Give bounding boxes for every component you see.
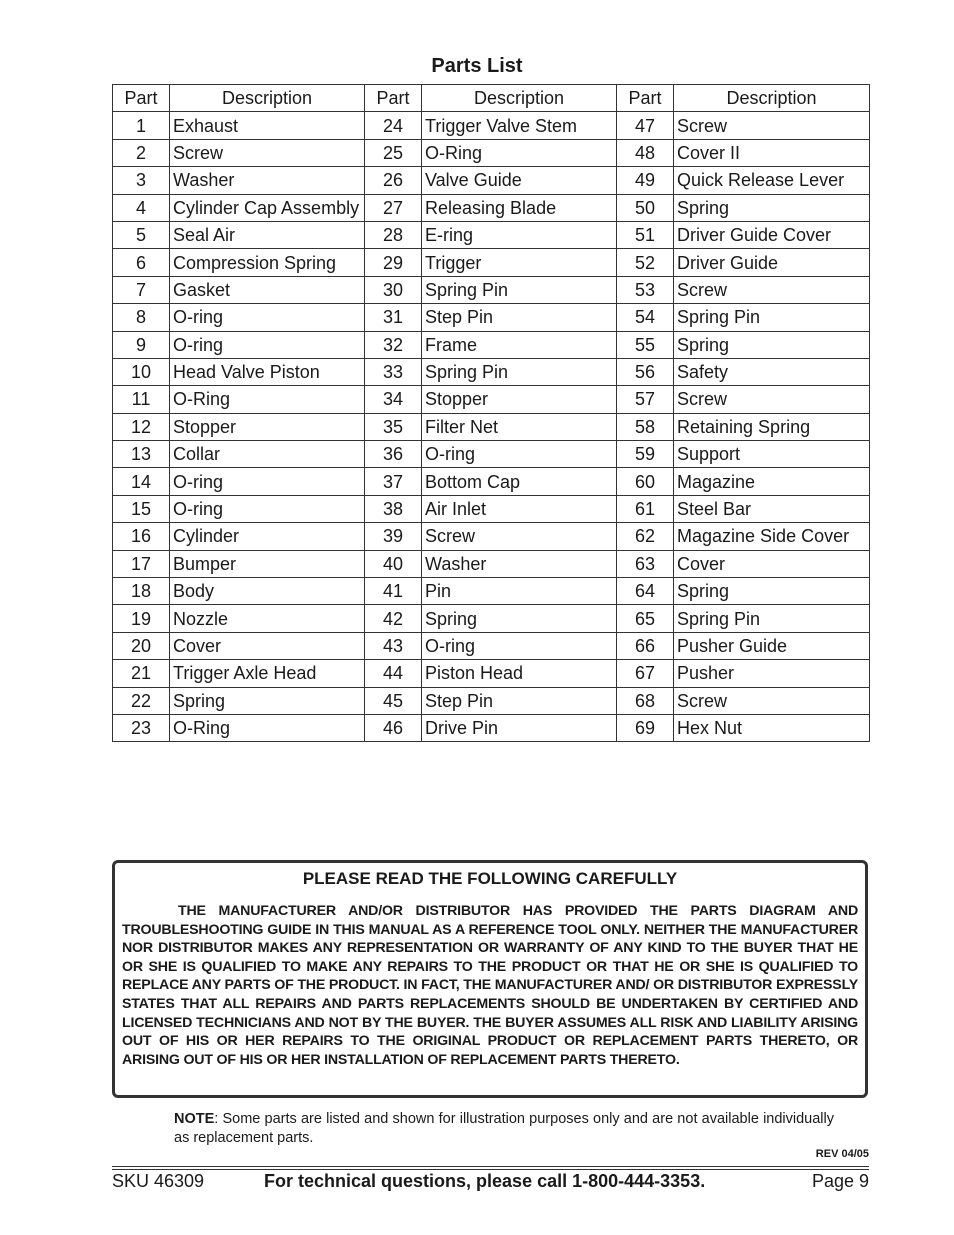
part-description-cell: Releasing Blade bbox=[422, 194, 617, 221]
part-number-cell: 62 bbox=[617, 523, 674, 550]
part-description-cell: Stopper bbox=[170, 413, 365, 440]
part-description-cell: Spring bbox=[674, 194, 870, 221]
part-description-cell: Nozzle bbox=[170, 605, 365, 632]
part-number-cell: 15 bbox=[113, 495, 170, 522]
part-description-cell: Stopper bbox=[422, 386, 617, 413]
part-number-cell: 16 bbox=[113, 523, 170, 550]
revision-label: REV 04/05 bbox=[815, 1148, 869, 1160]
part-description-cell: Washer bbox=[422, 550, 617, 577]
table-header-row bbox=[113, 85, 870, 112]
parts-table-body bbox=[113, 112, 870, 742]
part-description-cell: Cover bbox=[170, 632, 365, 659]
note-paragraph bbox=[174, 1110, 834, 1148]
part-description-cell: O-ring bbox=[170, 331, 365, 358]
disclaimer-text: THE MANUFACTURER AND/OR DISTRIBUTOR HAS PROVIDED THE PARTS DIAGRAM AND TROUBLESHOOTING GUIDE IN THIS MANUAL AS A REFERENCE TOOL ONLY. NEITHER THE MANUFACTURER NOR DISTRIBUTOR MAKES ANY REPRESENTATION OR WARRANTY OF ANY KIND TO THE BUYER THAT HE OR SHE IS QUALIFIED TO MAKE ANY REPAIRS TO THE PRODUCT OR THAT HE OR SHE IS QUALIFIED TO REPLACE ANY PARTS OF THE PRODUCT. IN FACT, THE MANUFACTURER AND/ OR DISTRIBUTOR EXPRESSLY STATES THAT ALL REPAIRS AND PARTS REPLACEMENTS SHOULD BE UNDERTAKEN BY CERTIFIED AND LICENSED TECHNICIANS AND NOT BY THE BUYER. THE BUYER ASSUMES ALL RISK AND LIABILITY ARISING OUT OF HIS OR HER REPAIRS TO THE ORIGINAL PRODUCT OR REPLACEMENT PARTS THERETO, OR ARISING OUT OF HIS OR HER INSTALLATION OF REPLACEMENT PARTS THERETO. bbox=[122, 903, 858, 1068]
part-number-cell: 43 bbox=[365, 632, 422, 659]
part-number-cell: 45 bbox=[365, 687, 422, 714]
part-number-cell: 52 bbox=[617, 249, 674, 276]
part-description-cell: Filter Net bbox=[422, 413, 617, 440]
part-number-cell: 34 bbox=[365, 386, 422, 413]
part-number-cell: 51 bbox=[617, 221, 674, 248]
part-number-cell: 10 bbox=[113, 358, 170, 385]
column-header-description: Description bbox=[170, 85, 365, 112]
table-row bbox=[113, 578, 870, 605]
part-description-cell: Pusher Guide bbox=[674, 632, 870, 659]
part-number-cell: 25 bbox=[365, 139, 422, 166]
part-description-cell: Steel Bar bbox=[674, 495, 870, 522]
part-number-cell: 69 bbox=[617, 714, 674, 741]
part-number-cell: 66 bbox=[617, 632, 674, 659]
part-number-cell: 11 bbox=[113, 386, 170, 413]
part-number-cell: 36 bbox=[365, 441, 422, 468]
part-number-cell: 35 bbox=[365, 413, 422, 440]
part-number-cell: 13 bbox=[113, 441, 170, 468]
part-number-cell: 8 bbox=[113, 304, 170, 331]
column-header-description: Description bbox=[422, 85, 617, 112]
table-row bbox=[113, 413, 870, 440]
part-description-cell: Spring Pin bbox=[674, 304, 870, 331]
part-description-cell: O-ring bbox=[170, 304, 365, 331]
part-description-cell: Magazine bbox=[674, 468, 870, 495]
part-number-cell: 14 bbox=[113, 468, 170, 495]
footer-divider bbox=[112, 1166, 869, 1167]
table-row bbox=[113, 468, 870, 495]
part-number-cell: 2 bbox=[113, 139, 170, 166]
part-number-cell: 63 bbox=[617, 550, 674, 577]
table-row bbox=[113, 550, 870, 577]
part-description-cell: O-ring bbox=[170, 495, 365, 522]
part-number-cell: 18 bbox=[113, 578, 170, 605]
part-number-cell: 29 bbox=[365, 249, 422, 276]
part-number-cell: 64 bbox=[617, 578, 674, 605]
part-number-cell: 61 bbox=[617, 495, 674, 522]
part-description-cell: Piston Head bbox=[422, 660, 617, 687]
part-description-cell: Screw bbox=[674, 276, 870, 303]
part-number-cell: 37 bbox=[365, 468, 422, 495]
part-description-cell: E-ring bbox=[422, 221, 617, 248]
table-row bbox=[113, 276, 870, 303]
part-number-cell: 38 bbox=[365, 495, 422, 522]
column-header-part: Part bbox=[617, 85, 674, 112]
part-description-cell: Body bbox=[170, 578, 365, 605]
part-description-cell: Trigger Valve Stem bbox=[422, 112, 617, 139]
part-number-cell: 33 bbox=[365, 358, 422, 385]
part-description-cell: Support bbox=[674, 441, 870, 468]
table-row bbox=[113, 687, 870, 714]
part-description-cell: Magazine Side Cover bbox=[674, 523, 870, 550]
part-number-cell: 40 bbox=[365, 550, 422, 577]
table-row bbox=[113, 495, 870, 522]
part-description-cell: Cylinder bbox=[170, 523, 365, 550]
part-description-cell: Washer bbox=[170, 167, 365, 194]
part-number-cell: 4 bbox=[113, 194, 170, 221]
part-number-cell: 12 bbox=[113, 413, 170, 440]
part-number-cell: 53 bbox=[617, 276, 674, 303]
part-description-cell: Screw bbox=[170, 139, 365, 166]
part-description-cell: Spring Pin bbox=[422, 276, 617, 303]
part-number-cell: 54 bbox=[617, 304, 674, 331]
part-description-cell: Screw bbox=[674, 687, 870, 714]
part-number-cell: 26 bbox=[365, 167, 422, 194]
table-row bbox=[113, 139, 870, 166]
part-description-cell: Gasket bbox=[170, 276, 365, 303]
part-number-cell: 68 bbox=[617, 687, 674, 714]
part-number-cell: 60 bbox=[617, 468, 674, 495]
table-row bbox=[113, 112, 870, 139]
part-description-cell: Screw bbox=[674, 386, 870, 413]
part-description-cell: Cylinder Cap Assembly bbox=[170, 194, 365, 221]
part-number-cell: 22 bbox=[113, 687, 170, 714]
part-description-cell: Drive Pin bbox=[422, 714, 617, 741]
part-description-cell: Bumper bbox=[170, 550, 365, 577]
part-number-cell: 1 bbox=[113, 112, 170, 139]
part-description-cell: Cover bbox=[674, 550, 870, 577]
table-row bbox=[113, 167, 870, 194]
part-number-cell: 58 bbox=[617, 413, 674, 440]
part-number-cell: 42 bbox=[365, 605, 422, 632]
part-number-cell: 17 bbox=[113, 550, 170, 577]
part-number-cell: 48 bbox=[617, 139, 674, 166]
part-description-cell: Collar bbox=[170, 441, 365, 468]
part-description-cell: Cover II bbox=[674, 139, 870, 166]
part-description-cell: Compression Spring bbox=[170, 249, 365, 276]
table-row bbox=[113, 249, 870, 276]
part-number-cell: 55 bbox=[617, 331, 674, 358]
part-description-cell: Safety bbox=[674, 358, 870, 385]
footer-divider bbox=[112, 1169, 869, 1170]
table-row bbox=[113, 660, 870, 687]
part-description-cell: O-Ring bbox=[170, 714, 365, 741]
column-header-part: Part bbox=[113, 85, 170, 112]
part-number-cell: 30 bbox=[365, 276, 422, 303]
part-number-cell: 21 bbox=[113, 660, 170, 687]
part-description-cell: Air Inlet bbox=[422, 495, 617, 522]
table-row bbox=[113, 386, 870, 413]
footer-sku: SKU 46309 bbox=[112, 1171, 205, 1191]
table-row bbox=[113, 331, 870, 358]
table-row bbox=[113, 221, 870, 248]
part-number-cell: 3 bbox=[113, 167, 170, 194]
part-number-cell: 56 bbox=[617, 358, 674, 385]
part-description-cell: Driver Guide bbox=[674, 249, 870, 276]
part-description-cell: Bottom Cap bbox=[422, 468, 617, 495]
part-description-cell: Screw bbox=[422, 523, 617, 550]
part-description-cell: O-Ring bbox=[170, 386, 365, 413]
part-description-cell: Step Pin bbox=[422, 687, 617, 714]
part-description-cell: Spring bbox=[674, 331, 870, 358]
part-description-cell: Spring bbox=[170, 687, 365, 714]
part-number-cell: 24 bbox=[365, 112, 422, 139]
part-description-cell: Quick Release Lever bbox=[674, 167, 870, 194]
part-number-cell: 19 bbox=[113, 605, 170, 632]
part-description-cell: Spring bbox=[422, 605, 617, 632]
table-row bbox=[113, 632, 870, 659]
part-description-cell: Pusher bbox=[674, 660, 870, 687]
part-description-cell: Exhaust bbox=[170, 112, 365, 139]
table-row bbox=[113, 304, 870, 331]
part-number-cell: 28 bbox=[365, 221, 422, 248]
table-row bbox=[113, 714, 870, 741]
part-description-cell: Head Valve Piston bbox=[170, 358, 365, 385]
part-number-cell: 39 bbox=[365, 523, 422, 550]
note-text: : Some parts are listed and shown for illustration purposes only and are not available individually as replacement parts. bbox=[174, 1111, 834, 1146]
part-description-cell: Driver Guide Cover bbox=[674, 221, 870, 248]
part-number-cell: 49 bbox=[617, 167, 674, 194]
footer-page-number: Page 9 bbox=[811, 1171, 869, 1191]
part-number-cell: 44 bbox=[365, 660, 422, 687]
part-number-cell: 47 bbox=[617, 112, 674, 139]
table-row bbox=[113, 523, 870, 550]
part-number-cell: 59 bbox=[617, 441, 674, 468]
part-description-cell: Seal Air bbox=[170, 221, 365, 248]
part-description-cell: Trigger bbox=[422, 249, 617, 276]
column-header-description: Description bbox=[674, 85, 870, 112]
part-description-cell: O-ring bbox=[422, 441, 617, 468]
part-number-cell: 5 bbox=[113, 221, 170, 248]
table-row bbox=[113, 358, 870, 385]
parts-table bbox=[112, 84, 870, 742]
part-number-cell: 31 bbox=[365, 304, 422, 331]
part-description-cell: Pin bbox=[422, 578, 617, 605]
part-description-cell: Frame bbox=[422, 331, 617, 358]
part-number-cell: 32 bbox=[365, 331, 422, 358]
part-description-cell: Retaining Spring bbox=[674, 413, 870, 440]
part-description-cell: Spring Pin bbox=[674, 605, 870, 632]
part-number-cell: 41 bbox=[365, 578, 422, 605]
table-row bbox=[113, 441, 870, 468]
part-number-cell: 6 bbox=[113, 249, 170, 276]
footer-phone-line: For technical questions, please call 1-800-444-3353. bbox=[264, 1171, 706, 1191]
part-number-cell: 23 bbox=[113, 714, 170, 741]
part-description-cell: O-ring bbox=[422, 632, 617, 659]
part-description-cell: Spring Pin bbox=[422, 358, 617, 385]
disclaimer-box bbox=[112, 860, 868, 1098]
part-description-cell: Step Pin bbox=[422, 304, 617, 331]
part-number-cell: 27 bbox=[365, 194, 422, 221]
part-description-cell: Hex Nut bbox=[674, 714, 870, 741]
part-description-cell: Screw bbox=[674, 112, 870, 139]
part-number-cell: 9 bbox=[113, 331, 170, 358]
part-description-cell: O-ring bbox=[170, 468, 365, 495]
part-description-cell: Spring bbox=[674, 578, 870, 605]
part-number-cell: 46 bbox=[365, 714, 422, 741]
part-number-cell: 65 bbox=[617, 605, 674, 632]
column-header-part: Part bbox=[365, 85, 422, 112]
table-row bbox=[113, 194, 870, 221]
note-label: NOTE bbox=[174, 1111, 215, 1127]
part-number-cell: 50 bbox=[617, 194, 674, 221]
part-description-cell: Trigger Axle Head bbox=[170, 660, 365, 687]
part-number-cell: 20 bbox=[113, 632, 170, 659]
part-description-cell: O-Ring bbox=[422, 139, 617, 166]
part-number-cell: 67 bbox=[617, 660, 674, 687]
table-row bbox=[113, 605, 870, 632]
part-number-cell: 7 bbox=[113, 276, 170, 303]
disclaimer-heading: PLEASE READ THE FOLLOWING CAREFULLY bbox=[302, 869, 678, 888]
part-number-cell: 57 bbox=[617, 386, 674, 413]
page-title: Parts List bbox=[431, 55, 523, 77]
part-description-cell: Valve Guide bbox=[422, 167, 617, 194]
